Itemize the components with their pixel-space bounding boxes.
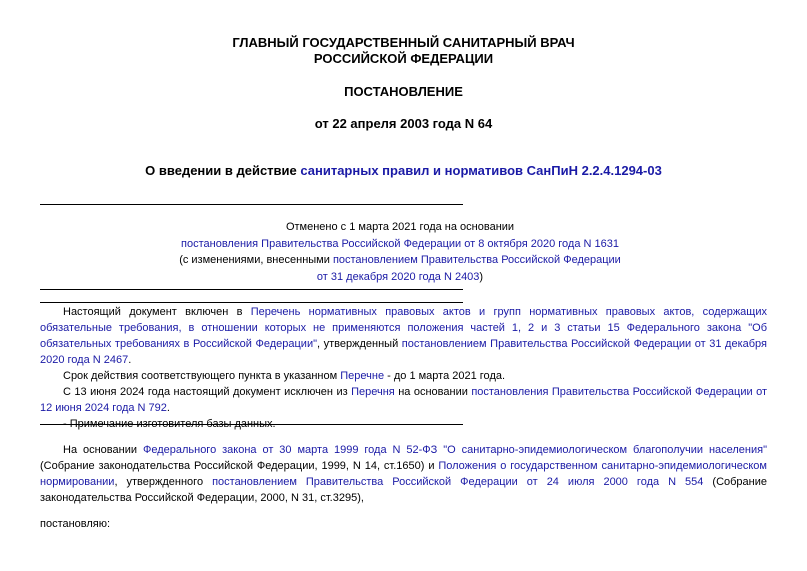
divider-note-top-2 bbox=[40, 302, 463, 303]
issuer-line-1: ГЛАВНЫЙ ГОСУДАРСТВЕННЫЙ САНИТАРНЫЙ ВРАЧ bbox=[232, 35, 575, 50]
document-date-number: от 22 апреля 2003 года N 64 bbox=[314, 116, 493, 131]
note-text: . bbox=[166, 402, 170, 414]
link-resolution-792[interactable]: постановления Правительства Российской Федерации от 12 июня 2024 года N 792 bbox=[40, 386, 768, 414]
link-perechen[interactable]: Перечне bbox=[340, 370, 385, 382]
note-text: . bbox=[128, 354, 132, 366]
amend-prefix: (с изменениями, внесенными bbox=[179, 254, 333, 266]
link-regulation-normalization[interactable]: Положения о государственном санитарно-эпидемиологическом нормировании bbox=[40, 460, 767, 488]
body-text: (Собрание законодательства Российской Федерации, 2000, N 31, ст.3295), bbox=[40, 476, 768, 504]
link-resolution-1631[interactable]: постановления Правительства Российской Федерации от 8 октября 2020 года N 1631 bbox=[181, 237, 619, 250]
note-text: С 13 июня 2024 года настоящий документ исключен из bbox=[63, 386, 352, 398]
note-paragraph-3 bbox=[40, 384, 767, 416]
database-note bbox=[40, 304, 767, 432]
note-text: - до 1 марта 2021 года. bbox=[384, 370, 506, 382]
divider-note-bottom bbox=[40, 424, 463, 425]
title-prefix: О введении в действие bbox=[145, 163, 301, 178]
document-type: ПОСТАНОВЛЕНИЕ bbox=[344, 84, 463, 99]
note-text: Срок действия соответствующего пункта в указанном bbox=[63, 370, 341, 382]
note-text: на основании bbox=[394, 386, 472, 398]
preamble bbox=[40, 442, 767, 506]
link-resolution-554[interactable]: постановлением Правительства Российской Федерации от 24 июля 2000 года N 554 bbox=[212, 476, 704, 488]
link-perechnya[interactable]: Перечня bbox=[351, 386, 395, 398]
body-text: , утвержденного bbox=[114, 476, 213, 488]
note-text: , утвержденный bbox=[317, 338, 402, 350]
divider-note-top-1 bbox=[40, 289, 463, 290]
cancellation-block bbox=[150, 219, 650, 285]
cancellation-line: Отменено с 1 марта 2021 года на основании bbox=[285, 221, 515, 233]
link-sanitary-rules[interactable]: санитарных правил и нормативов bbox=[300, 163, 523, 178]
closing-word: постановляю: bbox=[40, 518, 111, 530]
link-list-of-acts[interactable]: Перечень нормативных правовых актов и групп нормативных правовых актов, содержащих обязательные требования, в отношении которых не применяются положения частей 1, 2 и 3 статьи 15 Федерального закона "Об обязательных требованиях в Российской Федерации" bbox=[40, 306, 767, 350]
link-resolution-2467[interactable]: постановлением Правительства Российской Федерации от 31 декабря 2020 года N 2467 bbox=[40, 338, 767, 366]
link-sanpin[interactable]: СанПиН 2.2.4.1294-03 bbox=[526, 163, 662, 178]
link-resolution-2403-b[interactable]: от 31 декабря 2020 года N 2403 bbox=[316, 270, 480, 283]
amend-suffix: ) bbox=[479, 270, 484, 283]
divider-top bbox=[40, 204, 463, 205]
note-paragraph-1 bbox=[40, 304, 767, 368]
link-resolution-2403-a[interactable]: постановлением Правительства Российской Федерации bbox=[332, 254, 621, 266]
note-paragraph-2 bbox=[40, 368, 767, 384]
note-text: Настоящий документ включен в bbox=[63, 306, 251, 318]
issuer-line-2: РОССИЙСКОЙ ФЕДЕРАЦИИ bbox=[313, 51, 494, 66]
link-federal-law-52[interactable]: Федерального закона от 30 марта 1999 года N 52-ФЗ "О санитарно-эпидемиологическом благополучии населения" bbox=[142, 444, 768, 456]
body-text: (Собрание законодательства Российской Федерации, 1999, N 14, ст.1650) и bbox=[40, 460, 439, 472]
body-text: На основании bbox=[63, 444, 143, 456]
preamble-paragraph bbox=[40, 442, 767, 506]
note-paragraph-4: - Примечание изготовителя базы данных. bbox=[63, 418, 276, 430]
document-title bbox=[0, 163, 807, 178]
